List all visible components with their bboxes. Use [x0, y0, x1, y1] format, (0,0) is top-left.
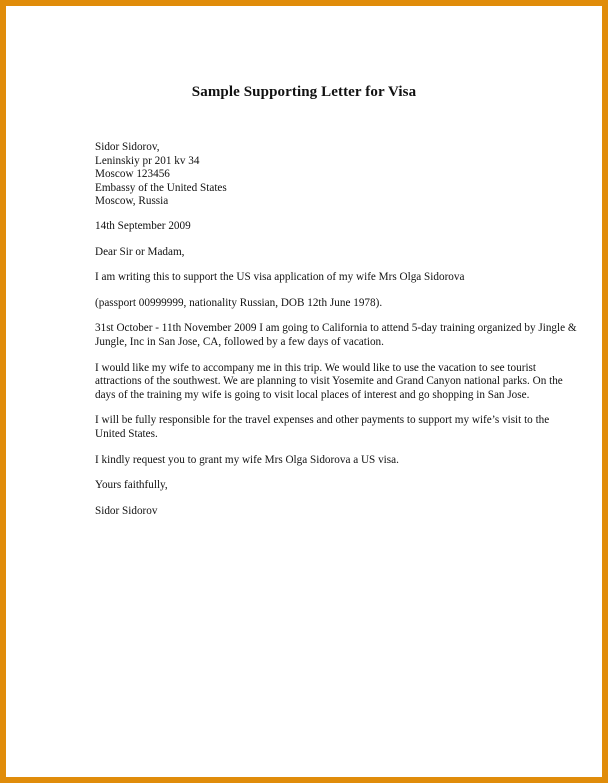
paragraph-line: I am writing this to support the US visa application of my wife Mrs Olga Sidorova	[95, 271, 465, 284]
paragraph-line: attractions of the southwest. We are planning to visit Yosemite and Grand Canyon national parks. On the	[95, 375, 563, 388]
letter-date	[95, 220, 595, 234]
paragraph-line: United States.	[95, 427, 158, 440]
paragraph-line: I kindly request you to grant my wife Mrs Olga Sidorova a US visa.	[95, 453, 399, 466]
paragraph-line: 31st October - 11th November 2009 I am going to California to attend 5-day training organized by Jingle &	[95, 322, 577, 335]
salutation	[95, 246, 595, 260]
date-text: 14th September 2009	[95, 219, 191, 232]
paragraph	[95, 271, 595, 285]
address-line: Moscow, Russia	[95, 195, 169, 208]
closing-text: Yours faithfully,	[95, 479, 168, 492]
paragraph-line: (passport 00999999, nationality Russian, DOB 12th June 1978).	[95, 296, 383, 309]
address-line: Embassy of the United States	[95, 181, 227, 194]
salutation-text: Dear Sir or Madam,	[95, 245, 185, 258]
address-line: Sidor Sidorov,	[95, 141, 160, 153]
signature	[95, 505, 595, 519]
paragraph-line: days of the training my wife is going to visit local places of interest and go shopping in San Jose.	[95, 388, 530, 401]
closing	[95, 479, 595, 493]
address-block	[95, 141, 595, 209]
paragraph-line: I will be fully responsible for the travel expenses and other payments to support my wife’s visit to the	[95, 414, 550, 427]
paragraph	[95, 414, 595, 441]
address-line: Leninskiy pr 201 kv 34	[95, 154, 200, 167]
signature-text: Sidor Sidorov	[95, 504, 158, 517]
letter-body	[95, 141, 595, 530]
address-line: Moscow 123456	[95, 168, 170, 181]
letter-title: Sample Supporting Letter for Visa	[191, 84, 417, 100]
paragraph	[95, 297, 595, 311]
paragraph-line: I would like my wife to accompany me in this trip. We would like to use the vacation to see tourist	[95, 361, 537, 374]
paragraph	[95, 322, 595, 349]
paragraph	[95, 454, 595, 468]
paragraph	[95, 362, 595, 403]
paragraph-line: Jungle, Inc in San Jose, CA, followed by a few days of vacation.	[95, 335, 384, 348]
